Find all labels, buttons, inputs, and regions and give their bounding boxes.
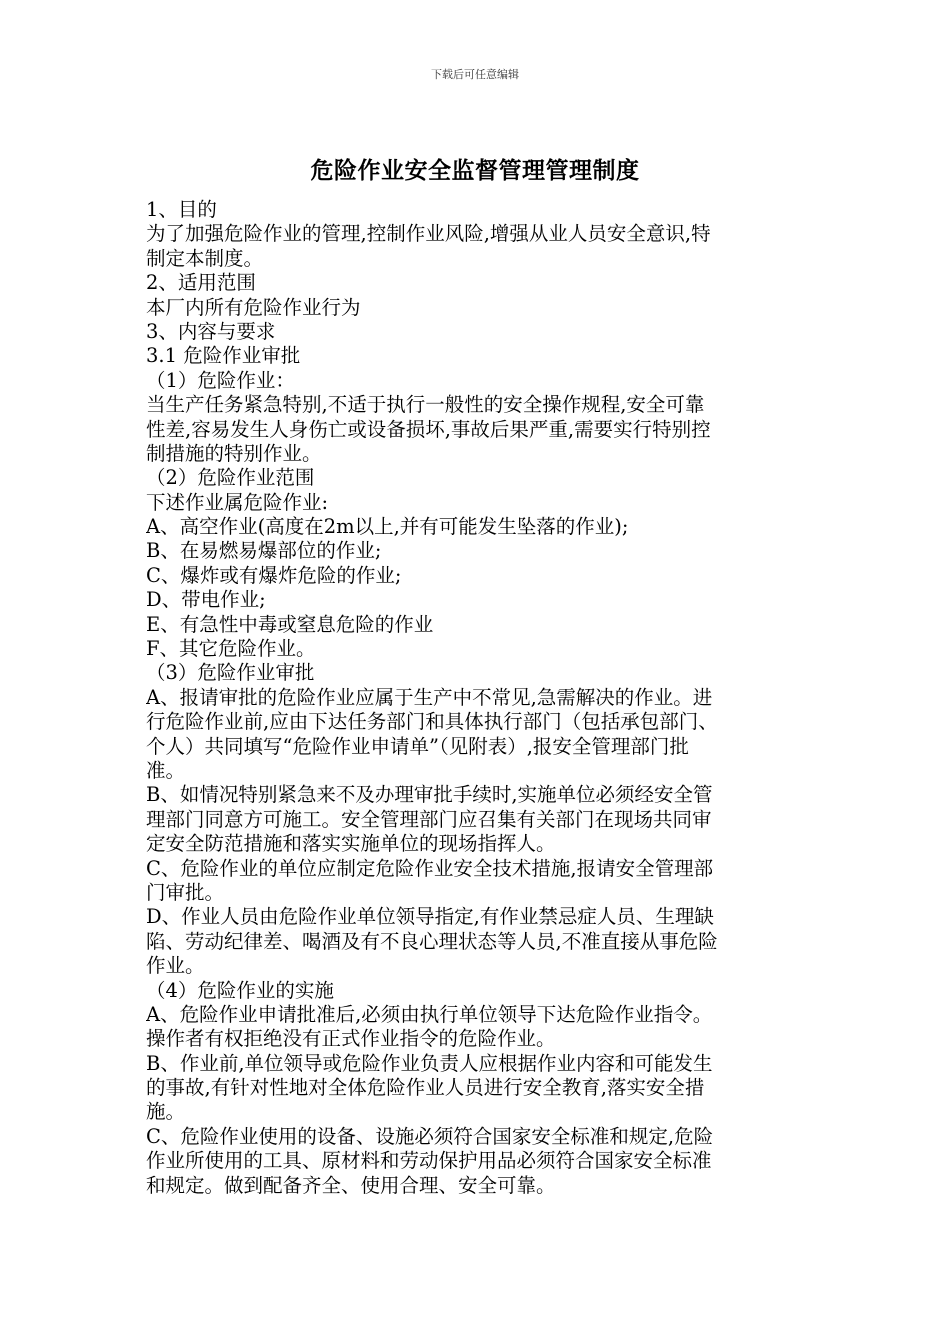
text-line: 为了加强危险作业的管理,控制作业风险,增强从业人员安全意识,特 [146,222,711,246]
text-line: 的事故,有针对性地对全体危险作业人员进行安全教育,落实安全措 [146,1076,705,1100]
text-line: 操作者有权拒绝没有正式作业指令的危险作业。 [146,1027,556,1051]
text-line: （4）危险作业的实施 [146,978,334,1002]
text-line: A、危险作业申请批准后,必须由执行单位领导下达危险作业指令。 [146,1002,713,1026]
text-line: E、有急性中毒或窒息危险的作业 [146,612,434,636]
text-line: B、如情况特别紧急来不及办理审批手续时,实施单位必须经安全管 [146,783,713,807]
text-line: 施。 [146,1100,186,1124]
text-line: 准。 [146,758,186,782]
text-line: 作业所使用的工具、原材料和劳动保护用品必须符合国家安全标准 [146,1149,712,1173]
text-line: （2）危险作业范围 [146,466,315,490]
text-line: 本厂内所有危险作业行为 [146,295,361,319]
text-line: 制措施的特别作业。 [146,441,322,465]
header-note: 下载后可任意编辑 [431,68,519,81]
text-line: 1、目的 [146,198,217,221]
text-line: A、报请审批的危险作业应属于生产中不常见,急需解决的作业。进 [146,685,713,709]
text-line: 门审批。 [146,880,225,904]
text-line: （3）危险作业审批 [146,661,315,685]
text-line: D、带电作业; [146,588,266,612]
text-line: 理部门同意方可施工。安全管理部门应召集有关部门在现场共同审 [146,807,712,831]
text-line: C、危险作业使用的设备、设施必须符合国家安全标准和规定,危险 [146,1124,714,1148]
text-line: 当生产任务紧急特别,不适于执行一般性的安全操作规程,安全可靠 [146,393,705,417]
text-line: 定安全防范措施和落实实施单位的现场指挥人。 [146,832,556,856]
text-line: 2、适用范围 [146,271,256,295]
text-line: F、其它危险作业。 [146,637,316,661]
text-line: 陷、劳动纪律差、喝酒及有不良心理状态等人员,不准直接从事危险 [146,929,718,953]
text-line: 性差,容易发生人身伤亡或设备损坏,事故后果严重,需要实行特别控 [146,417,711,441]
text-line: C、危险作业的单位应制定危险作业安全技术措施,报请安全管理部 [146,856,714,880]
text-line: 和规定。做到配备齐全、使用合理、安全可靠。 [146,1173,556,1197]
text-line: 制定本制度。 [146,246,264,270]
text-line: （1）危险作业： [146,368,295,392]
text-line: 3、内容与要求 [146,319,276,343]
text-line: 行危险作业前,应由下达任务部门和具体执行部门（包括承包部门、 [146,710,718,734]
text-line: C、爆炸或有爆炸危险的作业; [146,563,402,587]
text-line: 个人）共同填写“危险作业申请单”（见附表）,报安全管理部门批 [146,734,689,758]
document-body [146,198,810,1198]
text-line: B、作业前,单位领导或危险作业负责人应根据作业内容和可能发生 [146,1051,713,1075]
text-line: B、在易燃易爆部位的作业; [146,539,382,563]
text-line: 作业。 [146,954,205,978]
text-line: A、高空作业(高度在2m以上,并有可能发生坠落的作业); [146,515,629,539]
text-line: D、作业人员由危险作业单位领导指定,有作业禁忌症人员、生理缺 [146,905,714,929]
text-line: 下述作业属危险作业: [146,490,329,514]
text-line: 3.1 危险作业审批 [146,344,301,368]
document-title: 危险作业安全监督管理管理制度 [310,158,640,184]
